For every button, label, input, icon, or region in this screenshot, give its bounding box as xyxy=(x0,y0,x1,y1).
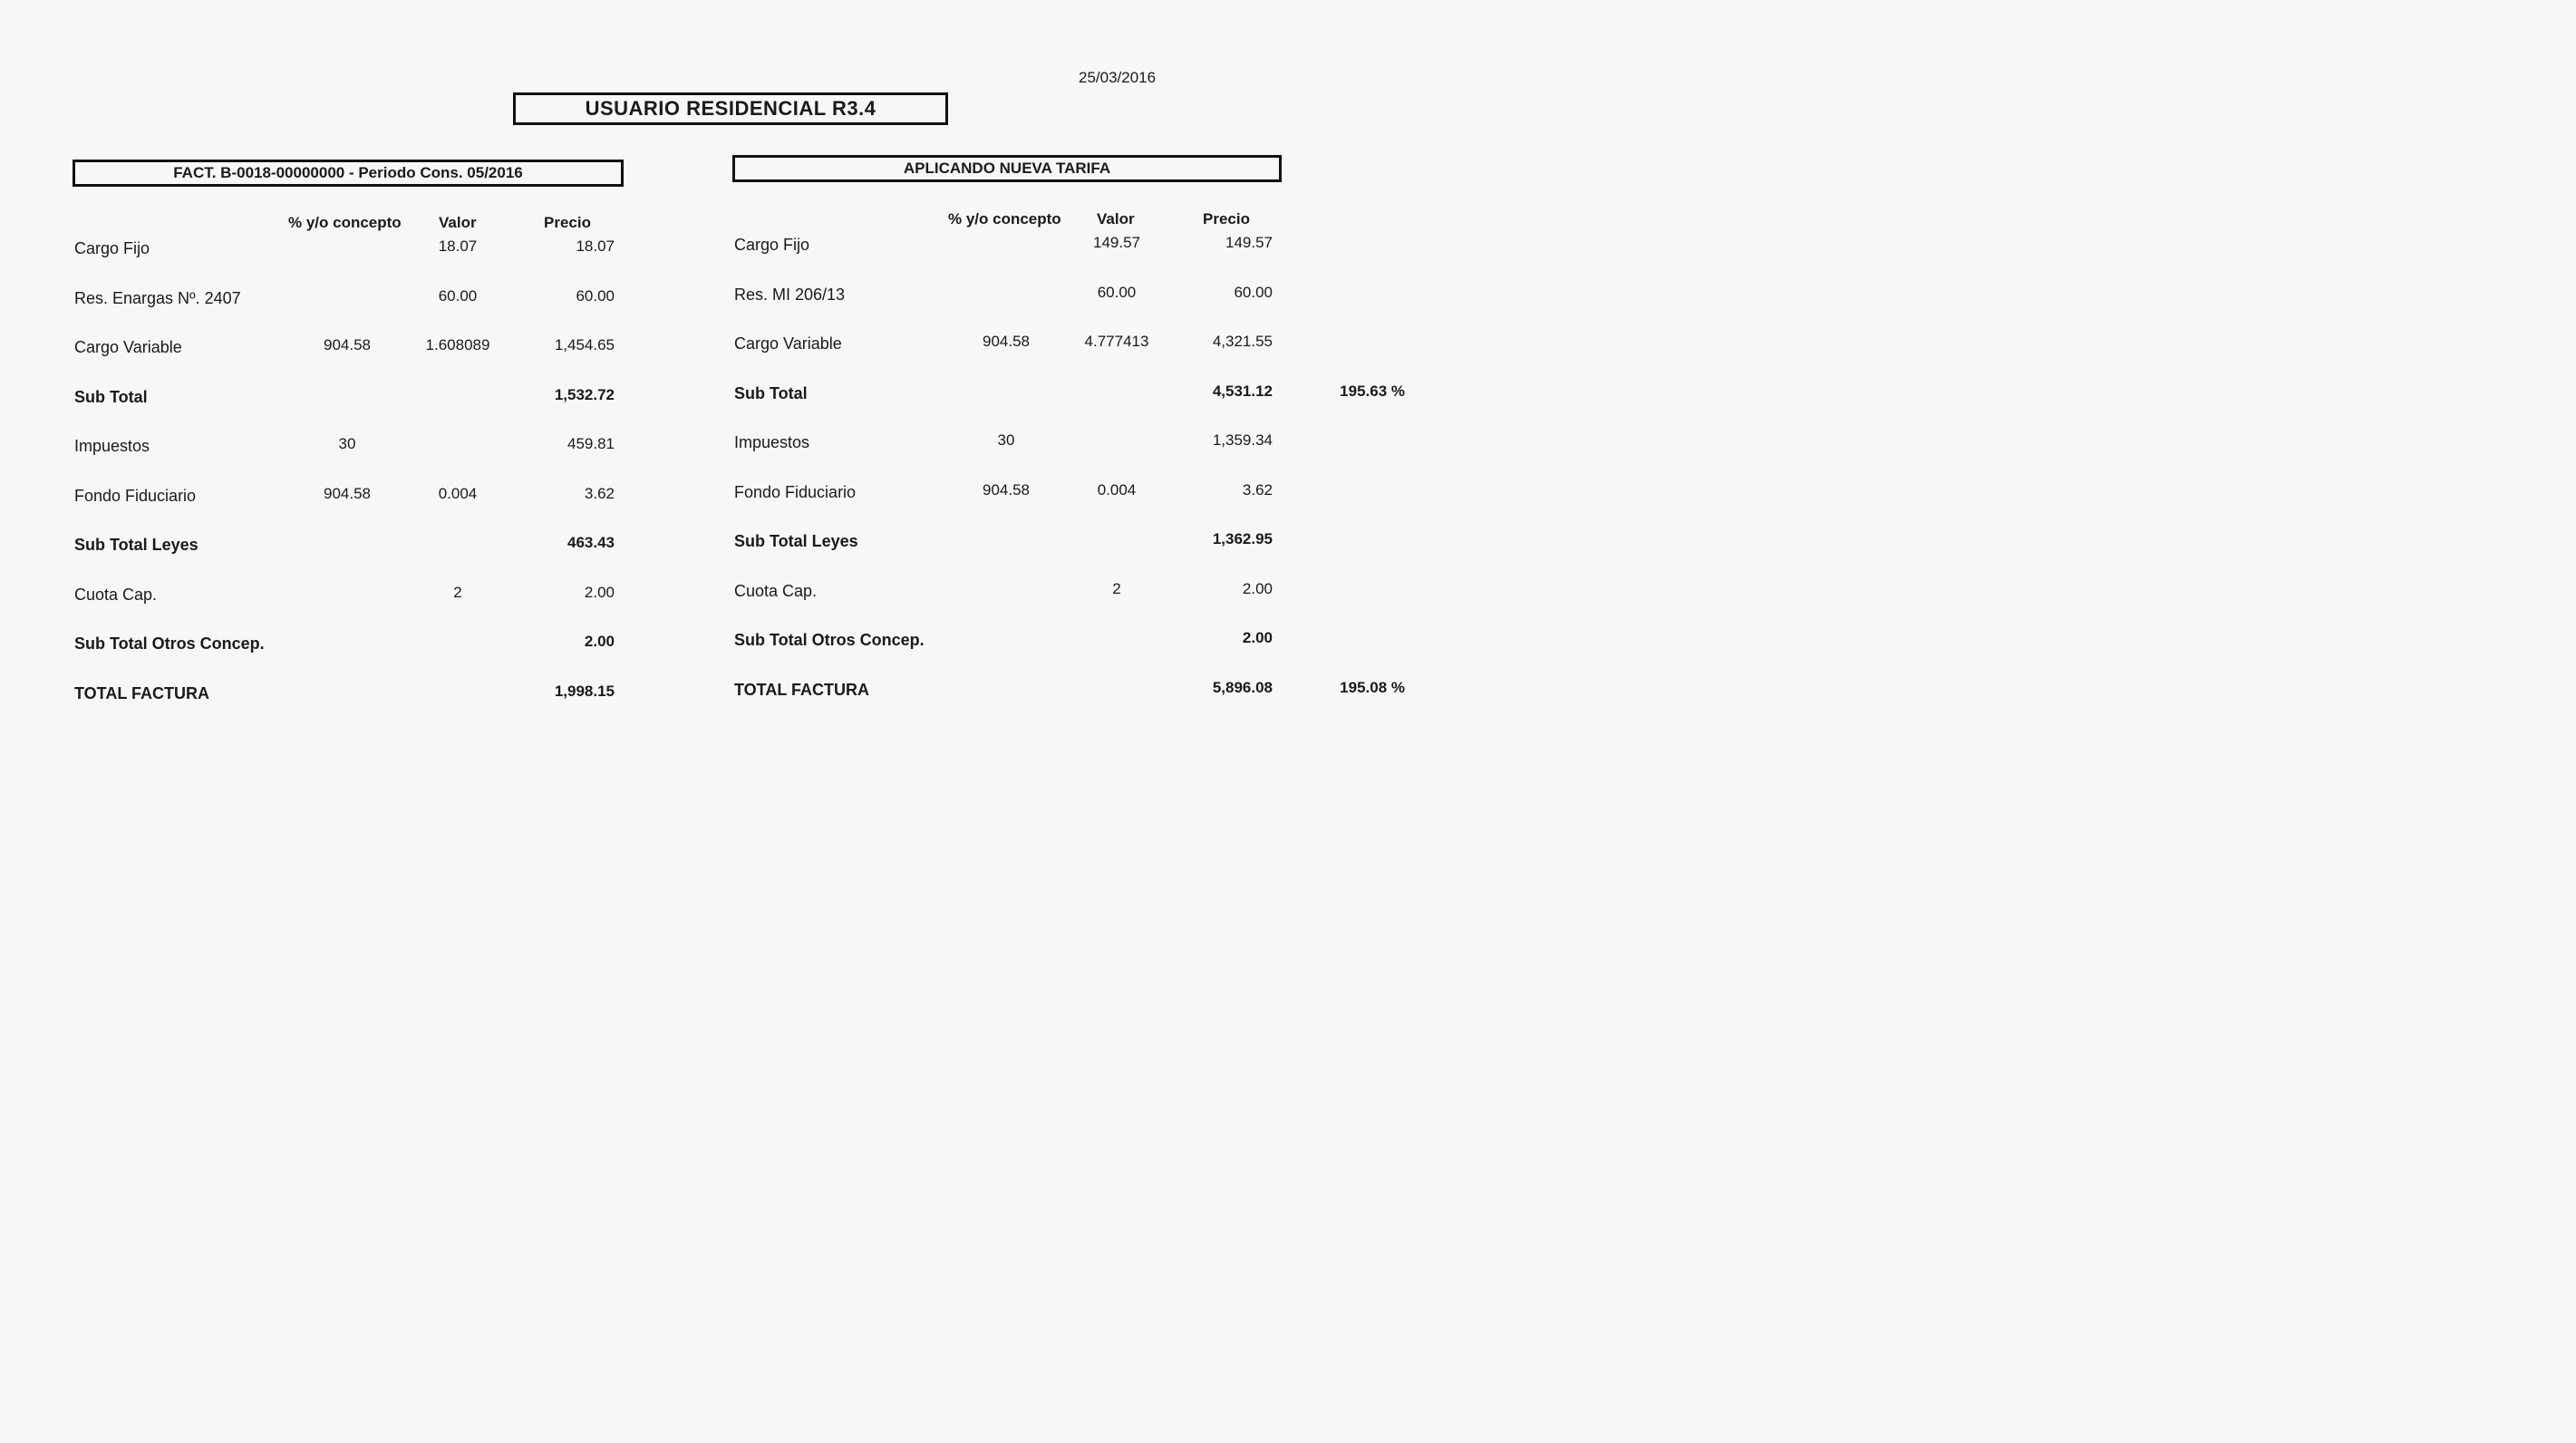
row-precio-value: 60.00 xyxy=(1234,283,1273,301)
row-precio-value: 1,359.34 xyxy=(1212,431,1273,449)
row-precio-value: 1,532.72 xyxy=(554,385,615,403)
row-precio-value: 3.62 xyxy=(1242,480,1273,499)
row-precio-value: 18.07 xyxy=(576,237,615,255)
row-precio-value: 149.57 xyxy=(1225,234,1273,251)
row-pct-value: 30 xyxy=(338,435,356,452)
row-percent-change: 195.63 % xyxy=(1340,382,1405,400)
row-label: Sub Total Otros Concep. xyxy=(74,634,265,653)
row-label: Sub Total xyxy=(734,383,808,402)
row-label: Sub Total xyxy=(74,387,148,406)
left-col-pct-header: % y/o concepto xyxy=(288,214,402,231)
row-percent-change: 195.08 % xyxy=(1340,678,1405,696)
row-label: Sub Total Otros Concep. xyxy=(734,631,925,649)
row-precio-value: 1,362.95 xyxy=(1212,530,1273,547)
left-section-header: FACT. B-0018-00000000 - Periodo Cons. 05/2016 xyxy=(73,160,624,187)
row-label: Sub Total Leyes xyxy=(734,532,858,550)
row-valor-value: 149.57 xyxy=(1093,234,1140,251)
row-label: Cuota Cap. xyxy=(74,585,158,604)
row-precio-value: 2.00 xyxy=(1242,579,1273,597)
right-col-valor-header: Valor xyxy=(1097,210,1135,228)
row-valor-value: 2 xyxy=(453,583,462,601)
row-precio-value: 2.00 xyxy=(1242,629,1273,646)
left-col-valor-header: Valor xyxy=(439,214,477,231)
row-valor-value: 4.777413 xyxy=(1084,333,1149,350)
row-pct-value: 904.58 xyxy=(324,484,371,502)
row-precio-value: 3.62 xyxy=(584,484,615,502)
row-valor-value: 2 xyxy=(1112,579,1121,597)
row-label: TOTAL FACTURA xyxy=(74,683,209,702)
row-label: Sub Total Leyes xyxy=(74,536,199,554)
row-valor-value: 18.07 xyxy=(438,237,478,255)
row-label: Res. Enargas Nº. 2407 xyxy=(74,288,241,307)
row-valor-value: 1.608089 xyxy=(425,336,490,353)
row-pct-value: 904.58 xyxy=(983,480,1030,499)
row-valor-value: 60.00 xyxy=(1097,283,1137,301)
row-label: Cargo Fijo xyxy=(74,239,150,257)
row-label: Cargo Variable xyxy=(734,334,842,353)
row-precio-value: 2.00 xyxy=(584,583,615,601)
right-col-precio-header: Precio xyxy=(1203,210,1250,228)
row-valor-value: 60.00 xyxy=(438,286,478,305)
row-label: Impuestos xyxy=(734,433,810,451)
row-label: Fondo Fiduciario xyxy=(734,482,857,501)
row-valor-value: 0.004 xyxy=(1097,480,1137,499)
row-label: Impuestos xyxy=(74,437,150,455)
right-section-header: APLICANDO NUEVA TARIFA xyxy=(732,155,1282,182)
row-precio-value: 463.43 xyxy=(567,534,615,551)
right-col-pct-header: % y/o concepto xyxy=(948,210,1061,228)
row-label: Cuota Cap. xyxy=(734,581,818,600)
row-label: Res. MI 206/13 xyxy=(734,285,846,304)
row-label: Cargo Variable xyxy=(74,338,182,356)
row-pct-value: 30 xyxy=(997,431,1015,449)
row-pct-value: 904.58 xyxy=(324,336,371,353)
document-date: 25/03/2016 xyxy=(1079,69,1157,86)
row-label: Fondo Fiduciario xyxy=(74,486,197,505)
row-precio-value: 4,531.12 xyxy=(1212,382,1273,400)
row-pct-value: 904.58 xyxy=(983,333,1030,350)
row-precio-value: 1,998.15 xyxy=(554,682,615,700)
row-precio-value: 60.00 xyxy=(576,286,615,305)
row-precio-value: 2.00 xyxy=(584,633,615,650)
row-precio-value: 5,896.08 xyxy=(1212,678,1273,696)
row-precio-value: 1,454.65 xyxy=(554,336,615,353)
row-precio-value: 4,321.55 xyxy=(1212,333,1273,350)
row-label: TOTAL FACTURA xyxy=(734,680,869,699)
document-title: USUARIO RESIDENCIAL R3.4 xyxy=(513,92,948,125)
row-valor-value: 0.004 xyxy=(438,484,478,502)
left-col-precio-header: Precio xyxy=(544,214,591,231)
row-precio-value: 459.81 xyxy=(567,435,615,452)
row-label: Cargo Fijo xyxy=(734,236,810,254)
